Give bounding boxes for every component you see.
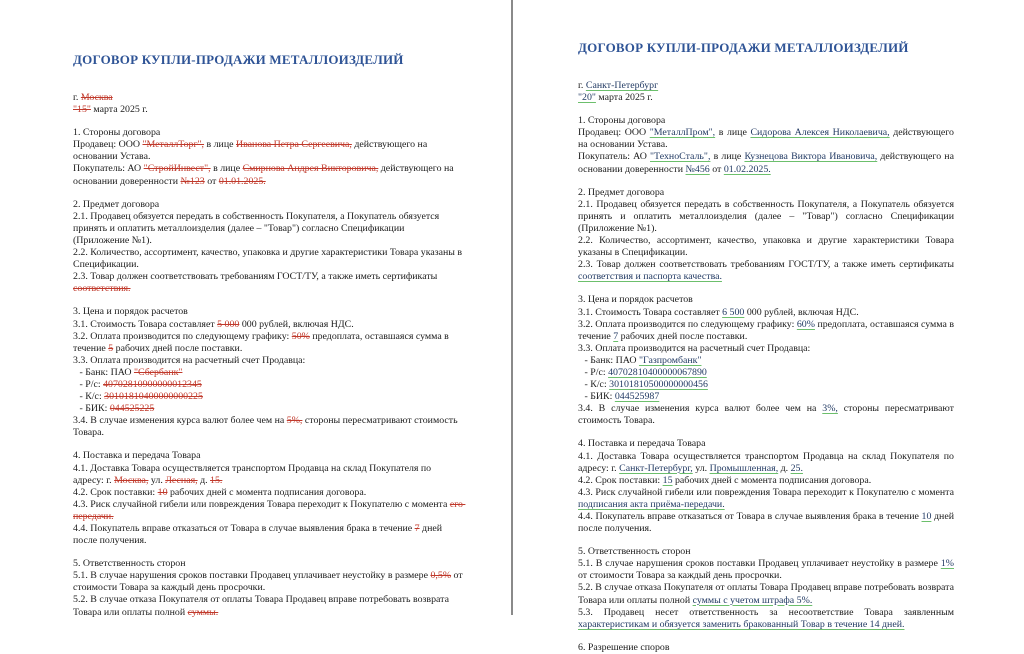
- text-run: 5.3. Продавец несет ответственность за несоответствие Товара заявленным: [578, 606, 957, 618]
- paragraph: [578, 403, 957, 427]
- text-run: дней после получения.: [73, 523, 445, 547]
- deleted-text: 5 000: [217, 318, 240, 330]
- paragraph: [73, 127, 463, 139]
- text-run: 2.3. Товар должен соответствовать требованиям ГОСТ/ТУ, а также иметь сертификаты: [578, 259, 957, 271]
- deleted-text: №123: [180, 175, 205, 187]
- text-run: Покупатель: АО: [578, 151, 651, 163]
- text-run: 3.2. Оплата производится по следующему графику:: [578, 318, 797, 330]
- text-run: 5.1. В случае нарушения сроков поставки Продавец уплачивает неустойку в размере: [73, 570, 431, 582]
- text-run: 2. Предмет договора: [578, 186, 665, 198]
- text-run: 3.1. Стоимость Товара составляет: [578, 306, 723, 318]
- inserted-text: соответствия и паспорта качества.: [578, 271, 722, 283]
- text-run: - К/с:: [582, 379, 610, 391]
- deleted-text: "МеталлТорг",: [142, 139, 205, 151]
- paragraph: [73, 367, 463, 379]
- paragraph: [73, 271, 463, 295]
- inserted-text: 15: [662, 474, 673, 486]
- paragraph: [578, 80, 954, 92]
- paragraph: [73, 415, 463, 439]
- text-run: - Р/с:: [582, 366, 609, 378]
- text-run: от: [709, 163, 724, 175]
- text-run: рабочих дней после поставки.: [618, 330, 748, 342]
- text-run: в лице: [210, 163, 243, 175]
- contract-page-original: [0, 0, 511, 618]
- inserted-text: 3%,: [822, 403, 838, 415]
- deleted-text: 044525225: [109, 403, 155, 415]
- deleted-text: "СтройИнвест",: [143, 163, 211, 175]
- text-run: рабочих дней с момента подписания договора.: [672, 474, 872, 486]
- text-run: 1. Стороны договора: [578, 115, 666, 127]
- text-run: 4.4. Покупатель вправе отказаться от Товара в случае выявления брака в течение: [578, 511, 922, 522]
- deleted-text: 30101810400000000225: [104, 391, 203, 403]
- paragraph: [73, 403, 463, 415]
- paragraph: [73, 379, 463, 391]
- text-run: 6. Разрешение споров: [578, 641, 670, 653]
- inserted-text: 1%: [940, 558, 954, 570]
- paragraph: [73, 594, 463, 618]
- deleted-text: Смирнова Андрея Викторовича,: [242, 163, 379, 175]
- paragraph: [73, 355, 463, 367]
- deleted-text: суммы.: [187, 606, 219, 618]
- inserted-text: №456: [685, 163, 710, 175]
- text-run: 4.1. Доставка Товара осуществляется транспортом Продавца на склад Покупателя по адресу: г.: [73, 462, 434, 486]
- text-run: 3.4. В случае изменения курса валют более чем на: [578, 403, 823, 415]
- text-run: 2. Предмет договора: [73, 198, 160, 210]
- paragraph: [578, 294, 954, 306]
- paragraph: [578, 235, 957, 259]
- text-run: - БИК:: [582, 391, 615, 403]
- text-run: 2.2. Количество, ассортимент, качество, упаковка и другие характеристики Товара указаны в Спецификации.: [73, 247, 465, 271]
- inserted-text: характеристикам и обязуется заменить бракованный Товар в течение 14 дней.: [578, 618, 905, 630]
- inserted-text: "20": [578, 92, 596, 104]
- text-run: 4.2. Срок поставки:: [578, 474, 663, 486]
- paragraph: [73, 306, 463, 318]
- inserted-text: 60%: [796, 318, 815, 330]
- text-run: дней после получения.: [578, 511, 957, 535]
- text-run: - Р/с:: [77, 378, 104, 390]
- text-run: Продавец: ООО: [73, 139, 143, 151]
- paragraph: [73, 558, 463, 570]
- inserted-text: 25.: [790, 462, 803, 474]
- paragraph: [73, 211, 463, 247]
- text-run: действующего на основании доверенности: [578, 151, 957, 175]
- inserted-text: "Газпромбанк": [638, 354, 702, 366]
- paragraph: [578, 511, 957, 535]
- paragraph: [578, 379, 954, 391]
- deleted-text: Лесная,: [165, 474, 198, 486]
- paragraph: [578, 438, 954, 450]
- text-run: 1. Стороны договора: [73, 127, 161, 139]
- text-run: 4.3. Риск случайной гибели или повреждения Товара переходит к Покупателю с момента: [578, 486, 957, 498]
- inserted-text: Сидорова Алексея Николаевича,: [750, 127, 890, 139]
- paragraph: [578, 307, 954, 319]
- text-run: 4.1. Доставка Товара осуществляется транспортом Продавца на склад Покупателя по адресу: г.: [578, 450, 957, 474]
- paragraph: [578, 115, 954, 127]
- paragraph: [578, 642, 954, 654]
- text-run: марта 2025 г.: [595, 92, 653, 104]
- text-run: 4.4. Покупатель вправе отказаться от Товара в случае выявления брака в течение: [73, 523, 415, 534]
- deleted-text: 5: [108, 342, 114, 354]
- paragraph: [73, 331, 463, 355]
- deleted-text: Москва,: [114, 474, 149, 486]
- text-run: 2.3. Товар должен соответствовать требованиям ГОСТ/ТУ, а также иметь сертификаты: [73, 271, 440, 283]
- paragraph: [73, 92, 463, 104]
- inserted-text: суммы с учетом штрафа 5%.: [692, 594, 813, 606]
- paragraph: [578, 187, 954, 199]
- paragraph: [73, 523, 463, 547]
- paragraph: [578, 318, 957, 343]
- text-run: стороны пересматривают стоимость Товара.: [73, 415, 461, 439]
- inserted-text: Промышленная,: [709, 462, 779, 474]
- paragraph: [578, 151, 957, 175]
- document-title: ДОГОВОР КУПЛИ-ПРОДАЖИ МЕТАЛЛОИЗДЕЛИЙ: [73, 52, 404, 67]
- document-title: ДОГОВОР КУПЛИ-ПРОДАЖИ МЕТАЛЛОИЗДЕЛИЙ: [578, 40, 909, 55]
- inserted-text: 6 500: [722, 306, 745, 318]
- text-run: - БИК:: [77, 403, 110, 415]
- paragraph: [73, 139, 463, 163]
- paragraph: [578, 92, 954, 104]
- text-run: 5.1. В случае нарушения сроков поставки Продавец уплачивает неустойку в размере: [578, 558, 941, 570]
- paragraph: [578, 355, 954, 367]
- paragraph: [578, 259, 957, 283]
- text-run: действующего на основании Устава.: [73, 139, 430, 163]
- inserted-text: 044525987: [614, 391, 660, 403]
- deleted-text: "15": [73, 104, 91, 116]
- text-run: 3.2. Оплата производится по следующему графику:: [73, 330, 292, 342]
- paragraph: [578, 582, 957, 606]
- text-run: 3.4. В случае изменения курса валют более чем на: [73, 415, 287, 427]
- text-run: 3. Цена и порядок расчетов: [578, 294, 693, 306]
- paragraph: [578, 486, 957, 511]
- text-run: в лице: [204, 139, 236, 151]
- text-run: марта 2025 г.: [90, 104, 148, 116]
- paragraph: [73, 319, 463, 331]
- text-run: - Банк: ПАО: [582, 354, 639, 366]
- text-run: - Банк: ПАО: [77, 366, 134, 378]
- inserted-text: 7: [613, 330, 619, 342]
- text-run: 3. Цена и порядок расчетов: [73, 306, 188, 318]
- text-run: 4. Поставка и передача Товара: [578, 438, 706, 450]
- text-run: 4.2. Срок поставки:: [73, 486, 158, 498]
- text-run: д.: [778, 462, 791, 474]
- contract-page-revised: [513, 0, 1024, 653]
- text-run: рабочих дней с момента подписания договора.: [167, 486, 367, 498]
- deleted-text: Иванова Петра Сергеевича,: [235, 139, 352, 151]
- text-run: 5. Ответственность сторон: [73, 558, 186, 570]
- paragraph: [73, 487, 463, 499]
- paragraph: [73, 391, 463, 403]
- paragraph: [578, 450, 957, 475]
- text-run: действующего на основании Устава.: [578, 127, 957, 151]
- paragraph: [578, 198, 957, 235]
- deleted-text: "Сбербанк": [133, 366, 183, 378]
- deleted-text: 5%,: [286, 415, 303, 427]
- text-run: 5. Ответственность сторон: [578, 546, 691, 558]
- paragraph: [578, 391, 954, 403]
- inserted-text: подписания акта приёма-передачи.: [578, 498, 725, 510]
- deleted-text: 15.: [210, 474, 223, 486]
- text-run: 4. Поставка и передача Товара: [73, 450, 201, 462]
- text-run: 2.1. Продавец обязуется передать в собственность Покупателя, а Покупатель обязуется принять и оплатить металлоизделия (далее – "Товар") согласно Спецификации (Приложение №1).: [73, 210, 442, 246]
- text-run: г.: [73, 92, 81, 103]
- text-run: Покупатель: АО: [73, 163, 144, 175]
- text-run: Продавец: ООО: [578, 127, 650, 139]
- deleted-text: 10: [157, 486, 168, 498]
- text-run: предоплата, оставшаяся сумма в течение: [578, 318, 957, 342]
- text-run: 2.2. Количество, ассортимент, качество, упаковка и другие характеристики Товара указаны в Спецификации.: [578, 235, 957, 259]
- deleted-text: 01.01.2025.: [218, 175, 266, 187]
- text-run: г.: [578, 80, 586, 91]
- deleted-text: Москва: [80, 92, 113, 103]
- paragraph: [73, 450, 463, 462]
- inserted-text: "ТехноСталь",: [650, 151, 711, 163]
- text-run: рабочих дней после поставки.: [113, 342, 243, 354]
- text-run: от: [204, 175, 219, 187]
- document-body-original: [73, 92, 466, 619]
- text-run: ул.: [148, 474, 166, 486]
- paragraph: [578, 127, 957, 151]
- inserted-text: 40702810400000067890: [608, 366, 707, 378]
- paragraph: [73, 463, 463, 487]
- inserted-text: Кузнецова Виктора Ивановича,: [744, 151, 878, 163]
- text-run: 3.3. Оплата производится на расчетный счет Продавца:: [578, 342, 811, 354]
- text-run: ул.: [692, 462, 710, 474]
- inserted-text: Санкт-Петербург: [585, 80, 659, 91]
- inserted-text: Санкт-Петербург,: [619, 462, 693, 474]
- text-run: в лице: [710, 151, 745, 163]
- text-run: 3.1. Стоимость Товара составляет: [73, 318, 218, 330]
- paragraph: [578, 606, 957, 631]
- text-run: действующего на основании доверенности: [73, 163, 457, 187]
- paragraph: [578, 558, 957, 582]
- text-run: от стоимости Товара за каждый день просрочки.: [578, 558, 957, 582]
- text-run: - К/с:: [77, 391, 105, 403]
- deleted-text: соответствия.: [73, 283, 131, 295]
- text-run: от стоимости Товара за каждый день просрочки.: [73, 570, 466, 594]
- inserted-text: 10: [921, 511, 932, 522]
- paragraph: [578, 343, 954, 355]
- text-run: 000 рублей, включая НДС.: [239, 318, 354, 330]
- deleted-text: 40702810900000012345: [103, 378, 202, 390]
- text-run: 2.1. Продавец обязуется передать в собственность Покупателя, а Покупатель обязуется принять и оплатить металлоизделия (далее – "Товар") согласно Спецификации (Приложение №1).: [578, 198, 957, 234]
- deleted-text: 0,5%: [430, 570, 452, 582]
- deleted-text: его передачи.: [73, 498, 466, 522]
- text-run: 3.3. Оплата производится на расчетный счет Продавца:: [73, 354, 306, 366]
- text-run: стороны пересматривают стоимость Товара.: [578, 403, 957, 427]
- text-run: в лице: [715, 127, 751, 139]
- paragraph: [73, 570, 466, 594]
- paragraph: [73, 247, 463, 271]
- paragraph: [578, 367, 954, 379]
- text-run: 5.2. В случае отказа Покупателя от оплаты Товара Продавец вправе потребовать возврата Товара или оплаты полной: [73, 594, 452, 618]
- inserted-text: "МеталлПром",: [649, 127, 716, 139]
- paragraph: [73, 199, 463, 211]
- text-run: 4.3. Риск случайной гибели или повреждения Товара переходит к Покупателю с момента: [73, 498, 450, 510]
- paragraph: [73, 104, 463, 116]
- text-run: д.: [197, 474, 211, 486]
- document-body-revised: [578, 80, 957, 654]
- inserted-text: 30101810500000000456: [609, 379, 708, 391]
- text-run: 5.2. В случае отказа Покупателя от оплаты Товара Продавец вправе потребовать возврата Товара или оплаты полной: [578, 582, 957, 606]
- text-run: 000 рублей, включая НДС.: [744, 306, 859, 318]
- deleted-text: 50%: [291, 330, 310, 342]
- deleted-text: 7: [414, 523, 420, 534]
- paragraph: [73, 498, 466, 523]
- inserted-text: 01.02.2025.: [723, 163, 771, 175]
- paragraph: [578, 546, 954, 558]
- text-run: предоплата, оставшаяся сумма в течение: [73, 330, 452, 354]
- paragraph: [73, 163, 463, 187]
- paragraph: [578, 475, 954, 487]
